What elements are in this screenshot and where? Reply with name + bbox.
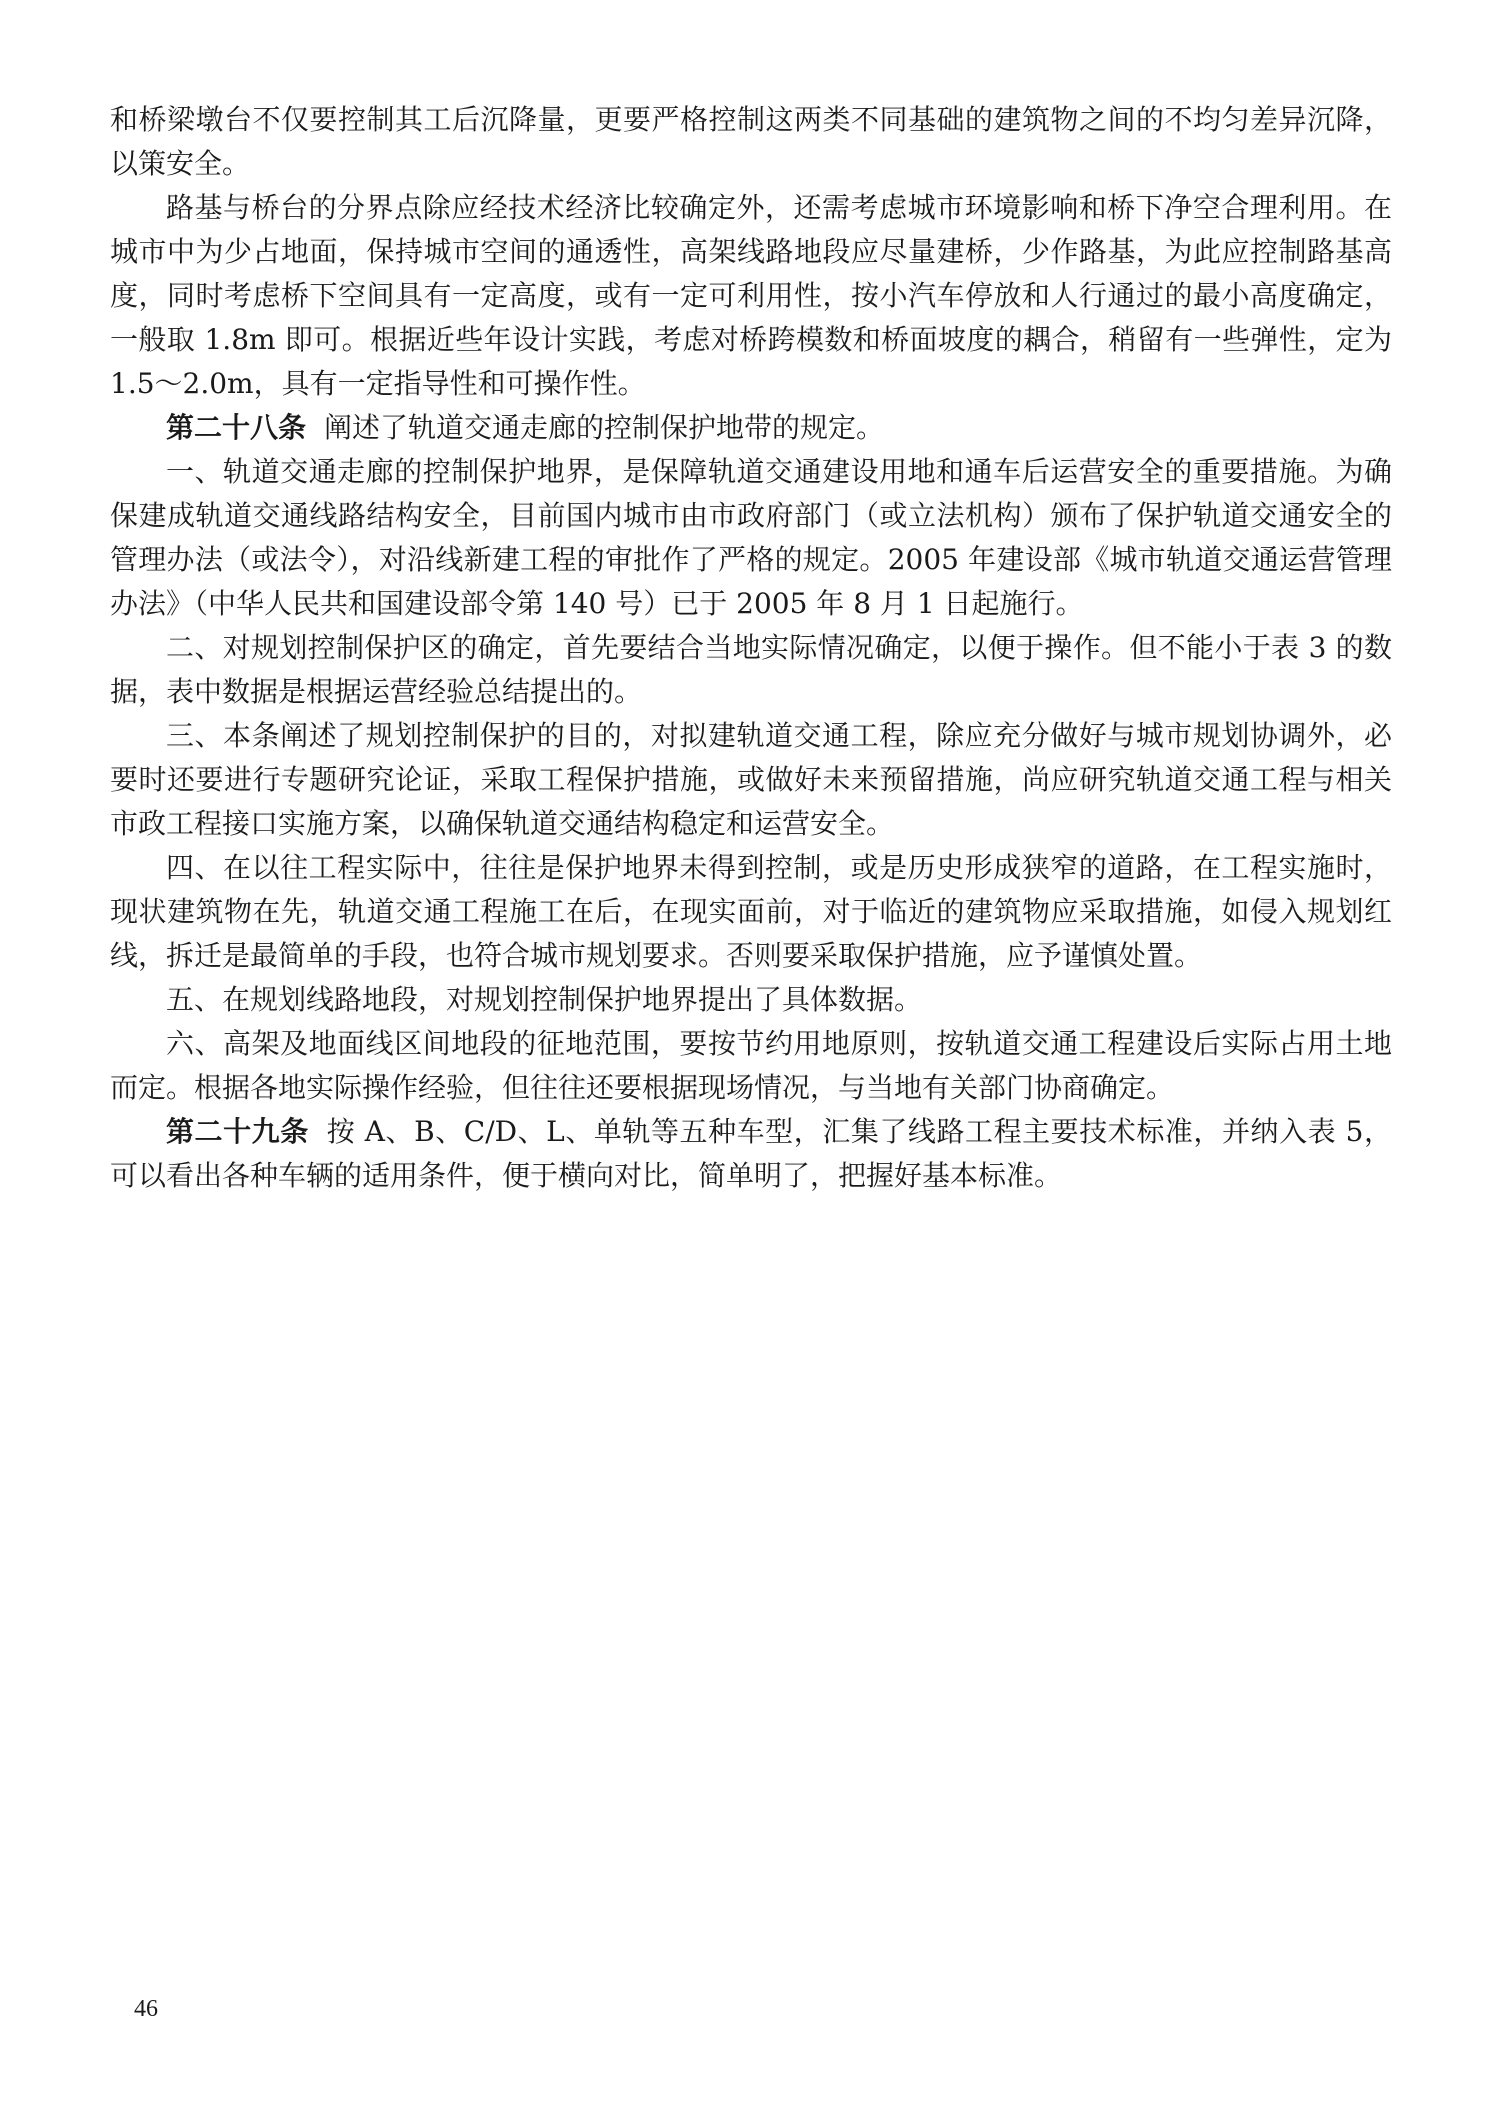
paragraph-text: 按 A、B、C/D、L、单轨等五种车型，汇集了线路工程主要技术标准，并纳入表 5，可以看出各种车辆的适用条件，便于横向对比，简单明了，把握好基本标准。 [110,1115,1392,1192]
paragraph-text: 路基与桥台的分界点除应经技术经济比较确定外，还需考虑城市环境影响和桥下净空合理利用。在城市中为少占地面，保持城市空间的通透性，高架线路地段应尽量建桥，少作路基，为此应控制路基高度，同时考虑桥下空间具有一定高度，或有一定可利用性，按小汽车停放和人行通过的最小高度确定，一般取 1.8m 即可。根据近些年设计实践，考虑对桥跨模数和桥面坡度的耦合，稍留有一些弹性，定为 1.5～2.0m，具有一定指导性和可操作性。 [110,191,1392,400]
paragraph-continuation [110,98,1392,186]
paragraph-text: 六、高架及地面线区间地段的征地范围，要按节约用地原则，按轨道交通工程建设后实际占用土地而定。根据各地实际操作经验，但往往还要根据现场情况，与当地有关部门协商确定。 [110,1027,1392,1104]
paragraph-text: 五、在规划线路地段，对规划控制保护地界提出了具体数据。 [166,983,923,1016]
paragraph-subgrade-bridge-boundary [110,186,1392,406]
article-28-item-6 [110,1022,1392,1110]
body-text [110,98,1392,1198]
article-28 [110,406,1392,450]
paragraph-text: 二、对规划控制保护区的确定，首先要结合当地实际情况确定，以便于操作。但不能小于表 3 的数据，表中数据是根据运营经验总结提出的。 [110,631,1392,708]
article-28-item-5 [110,978,1392,1022]
article-28-item-2 [110,626,1392,714]
article-heading: 第二十九条 [166,1115,309,1148]
article-heading: 第二十八条 [166,411,307,444]
paragraph-text: 和桥梁墩台不仅要控制其工后沉降量，更要严格控制这两类不同基础的建筑物之间的不均匀差异沉降，以策安全。 [110,103,1392,180]
paragraph-text: 一、轨道交通走廊的控制保护地界，是保障轨道交通建设用地和通车后运营安全的重要措施。为确保建成轨道交通线路结构安全，目前国内城市由市政府部门（或立法机构）颁布了保护轨道交通安全的管理办法（或法令），对沿线新建工程的审批作了严格的规定。2005 年建设部《城市轨道交通运营管理办法》（中华人民共和国建设部令第 140 号）已于 2005 年 8 月 1 日起施行。 [110,455,1392,620]
article-28-item-4 [110,846,1392,978]
page-number: 46 [134,1996,158,2022]
paragraph-text: 四、在以往工程实际中，往往是保护地界未得到控制，或是历史形成狭窄的道路，在工程实施时，现状建筑物在先，轨道交通工程施工在后，在现实面前，对于临近的建筑物应采取措施，如侵入规划红线，拆迁是最简单的手段，也符合城市规划要求。否则要采取保护措施，应予谨慎处置。 [110,851,1392,972]
paragraph-text: 三、本条阐述了规划控制保护的目的，对拟建轨道交通工程，除应充分做好与城市规划协调外，必要时还要进行专题研究论证，采取工程保护措施，或做好未来预留措施，尚应研究轨道交通工程与相关市政工程接口实施方案，以确保轨道交通结构稳定和运营安全。 [110,719,1392,840]
article-28-item-3 [110,714,1392,846]
article-29 [110,1110,1392,1198]
paragraph-text: 阐述了轨道交通走廊的控制保护地带的规定。 [324,411,885,444]
article-28-item-1 [110,450,1392,626]
